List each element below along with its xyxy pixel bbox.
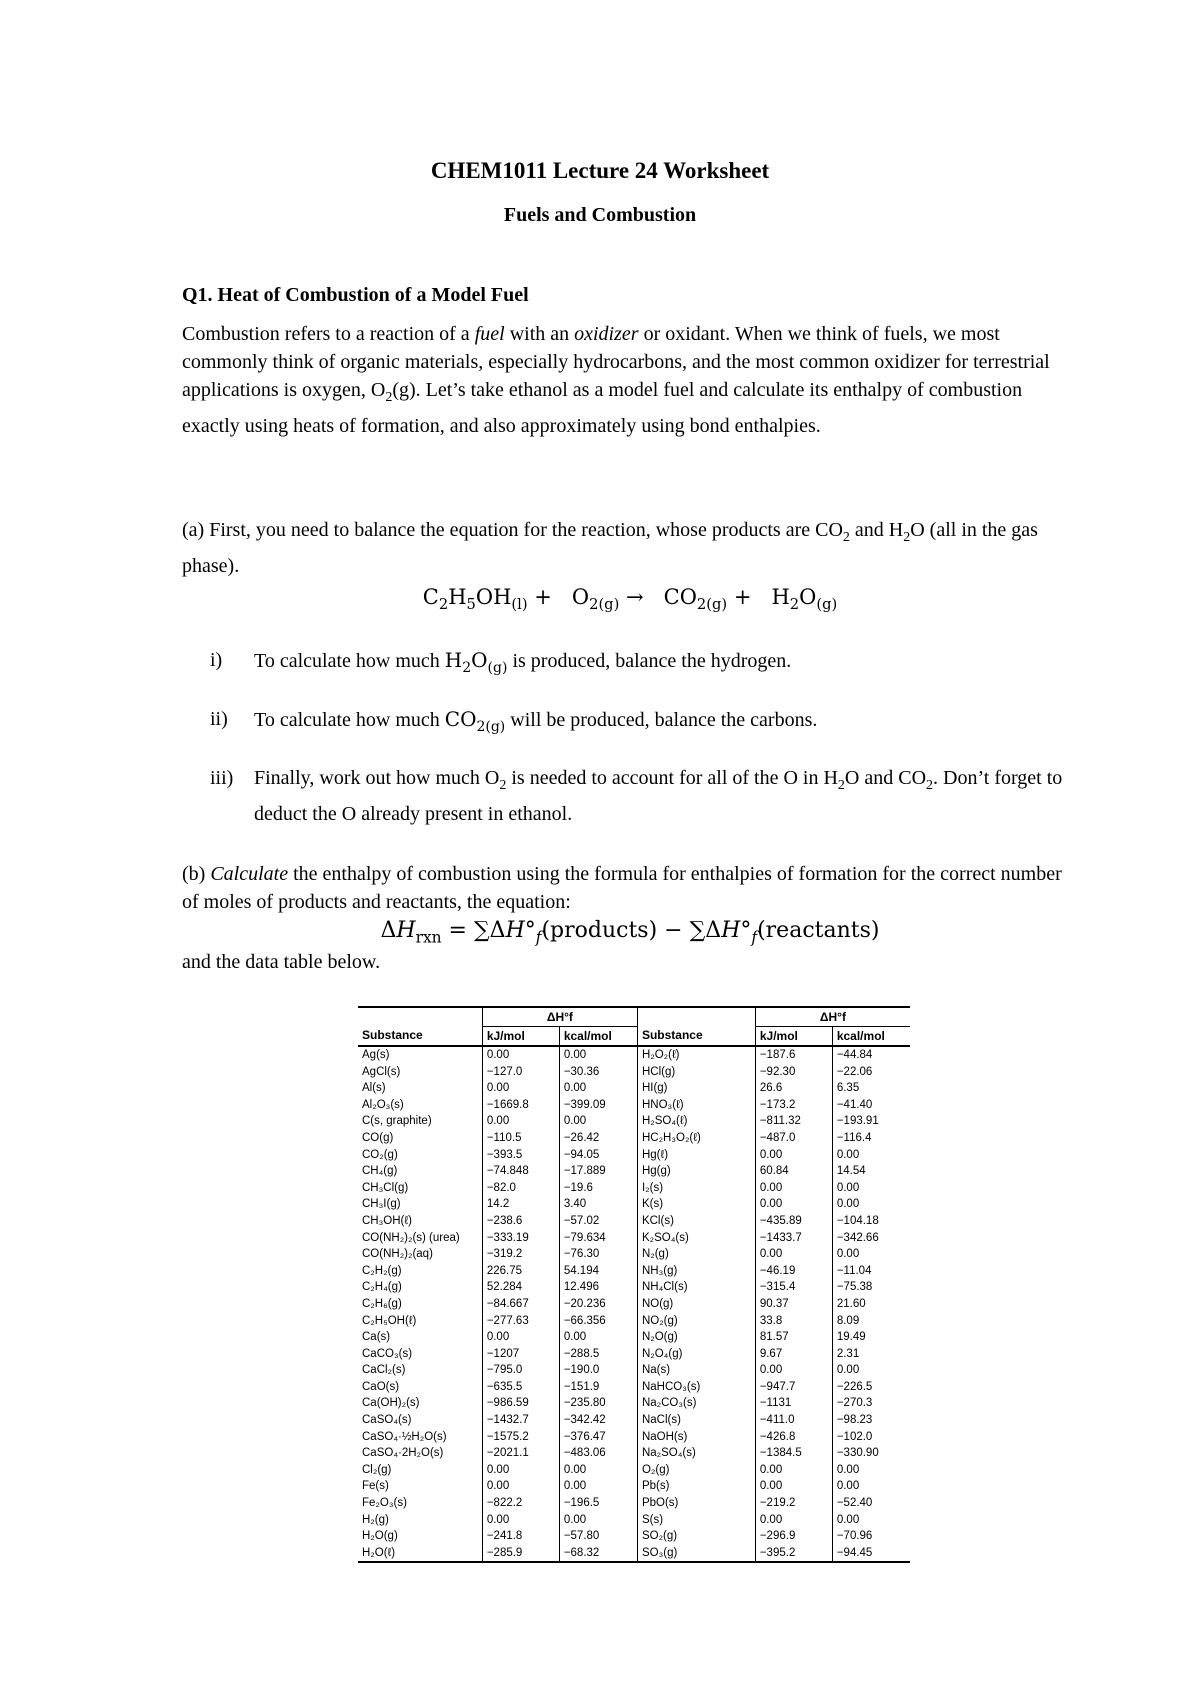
- table-cell: −285.9: [482, 1545, 559, 1563]
- table-cell: Pb(s): [637, 1478, 755, 1495]
- table-row: [358, 1113, 910, 1130]
- table-cell: O₂(g): [637, 1462, 755, 1479]
- table-cell: −1384.5: [755, 1445, 832, 1462]
- table-cell: SO₂(g): [637, 1528, 755, 1545]
- table-cell: −66.356: [559, 1313, 637, 1330]
- table-cell: C(s, graphite): [362, 1115, 432, 1128]
- table-cell: −1131: [755, 1395, 832, 1412]
- table-cell: −226.5: [832, 1379, 910, 1396]
- table-cell: Ca(OH)₂(s): [362, 1397, 420, 1410]
- table-cell: NaOH(s): [637, 1429, 755, 1446]
- part-b-paragraph: (b) Calculate the enthalpy of combustion using the formula for enthalpies of formation for the correct number of moles of products and reactants, the equation:: [182, 863, 1062, 913]
- table-cell: NaCl(s): [637, 1412, 755, 1429]
- table-cell: HI(g): [637, 1080, 755, 1097]
- table-cell: −235.80: [559, 1395, 637, 1412]
- table-cell: −393.5: [482, 1147, 559, 1164]
- table-cell: 0.00: [559, 1329, 637, 1346]
- intro-paragraph: Combustion refers to a reaction of a fuel with an oxidizer or oxidant. When we think of fuels, we most commonly think of organic materials, especially hydrocarbons, and the most common oxidizer for terrestrial applications is oxygen, $O_2(g)$. Let’s take ethanol as a model fuel and calculate its enthalpy of combustion exactly using heats of formation, and also approximately using bond enthalpies.: [182, 323, 1050, 437]
- table-cell: −19.6: [559, 1180, 637, 1197]
- table-cell: K(s): [637, 1196, 755, 1213]
- table-cell: −70.96: [832, 1528, 910, 1545]
- table-cell: −30.36: [559, 1064, 637, 1081]
- table-cell: 8.09: [832, 1313, 910, 1330]
- table-cell: −399.09: [559, 1097, 637, 1114]
- table-row: [358, 1545, 910, 1563]
- table-cell: S(s): [637, 1512, 755, 1529]
- table-cell: CH₃OH(ℓ): [362, 1214, 412, 1227]
- table-cell: −196.5: [559, 1495, 637, 1512]
- table-cell: −68.32: [559, 1545, 637, 1563]
- table-row: [358, 1046, 910, 1064]
- table-row: [358, 1329, 910, 1346]
- table-cell: −116.4: [832, 1130, 910, 1147]
- table-cell: −288.5: [559, 1346, 637, 1363]
- table-cell: −2021.1: [482, 1445, 559, 1462]
- table-row: [358, 1263, 910, 1280]
- column-header: Substance: [637, 1027, 755, 1047]
- table-row: [358, 1279, 910, 1296]
- table-cell: −811.32: [755, 1113, 832, 1130]
- table-row: [358, 1362, 910, 1379]
- table-cell: 0.00: [755, 1180, 832, 1197]
- table-cell: −84.667: [482, 1296, 559, 1313]
- table-row: [358, 1163, 910, 1180]
- column-header: Substance: [358, 1027, 482, 1047]
- table-cell: 54.194: [559, 1263, 637, 1280]
- table-row: [358, 1064, 910, 1081]
- table-cell: 0.00: [559, 1080, 637, 1097]
- part-a-paragraph: (a) First, you need to balance the equation for the reaction, whose products are $CO_2$ and $H_2O$ (all in the gas phase).: [182, 519, 1038, 577]
- table-cell: N₂O₄(g): [637, 1346, 755, 1363]
- table-cell: 0.00: [832, 1196, 910, 1213]
- table-cell: Fe₂O₃(s): [362, 1497, 407, 1510]
- table-cell: −1432.7: [482, 1412, 559, 1429]
- table-cell: −190.0: [559, 1362, 637, 1379]
- table-cell: PbO(s): [637, 1495, 755, 1512]
- table-cell: Fe(s): [362, 1480, 389, 1493]
- table-cell: NaHCO₃(s): [637, 1379, 755, 1396]
- table-cell: 12.496: [559, 1279, 637, 1296]
- table-cell: 0.00: [482, 1329, 559, 1346]
- table-row: [358, 1313, 910, 1330]
- table-cell: 0.00: [832, 1147, 910, 1164]
- table-cell: CaSO₄·2H₂O(s): [362, 1447, 444, 1460]
- table-cell: −102.0: [832, 1429, 910, 1446]
- table-cell: −11.04: [832, 1263, 910, 1280]
- table-cell: −296.9: [755, 1528, 832, 1545]
- table-cell: −44.84: [832, 1046, 910, 1064]
- table-cell: Al₂O₃(s): [362, 1098, 404, 1111]
- table-cell: 0.00: [832, 1462, 910, 1479]
- table-cell: −104.18: [832, 1213, 910, 1230]
- table-cell: 0.00: [482, 1462, 559, 1479]
- table-cell: N₂(g): [637, 1246, 755, 1263]
- delta-h-header: ΔH°f: [755, 1007, 910, 1027]
- table-cell: 0.00: [755, 1147, 832, 1164]
- table-cell: Na₂SO₄(s): [637, 1445, 755, 1462]
- worksheet-page: CHEM1011 Lecture 24 Worksheet Fuels and Combustion Q1. Heat of Combustion of a Model Fuel Combustion refers to a reaction of a fuel with an oxidizer or oxidant. When we think of fuels, we most commonly think of organic materials, especially hydrocarbons, and the most common oxidizer for terrestrial applications is oxygen, $O_2(g)$. Let’s take ethanol as a model fuel and calculate its enthalpy of combustion exactly using heats of formation, and also approximately using bond enthalpies. (a) First, you need to balance the equation for the reaction, whose products are $CO_2$ and $H_2O$ (all in the gas phase). $C_2H_5OH_{(l)} + O_{2(g)} \to CO_{2(g)} + H_2O_{(g)}$ i) To calculate how much $H_2O_{(g)}$ is produced, balance the hydrogen. ii) To calculate how much $CO_{2(g)}$ will be produced, balance the carbons. iii) Finally, work out how much $O_2$ is needed to account for all of the O in $H_2O$ and $CO_2$. Don’t forget to deduct the O already present in ethanol. (b) Calculate the enthalpy of combustion using the formula for enthalpies of formation for the correct number of moles of products and reactants, the equation: $\Delta H_{rxn}$ = $\sum\Delta H^\circ_f(products)$ − $\sum\Delta H^\circ_f(reactants)$ and the data table below. ΔH°f ΔH°f Substance kJ/mol kcal/mol Substance kJ/mol kcal/mol Ag(s) 0.00 0.00 H₂O₂(ℓ) −187.6 −44.84 AgCl(s) −127.0 −30.36 HCl(g) −92.30 −22.06 Al(s) 0.00 0.00 HI(g) 26.6 6.35 Al₂O₃(s) −1669.8 −399.09 HNO₃(ℓ) −173.2 −41.40 C(s, graphite) 0.00 0.00 H₂SO₄(ℓ) −811.32 −193.91 CO(g) −110.5 −26.42 HC₂H₃O₂(ℓ) −487.0 −116.4 CO₂(g) −393.5 −94.05 Hg(ℓ) 0.00 0.00 CH₄(g) −74.848 −17.889 Hg(g) 60.84 14.54 CH₃Cl(g) −82.0 −19.6 I₂(s) 0.00 0.00 CH₃I(g) 14.2 3.40 K(s) 0.00 0.00 CH₃OH(ℓ) −238.6 −57.02 KCl(s) −435.89 −104.18 CO(NH₂)₂(s) (urea) −333.19 −79.634 K₂SO₄(s) −1433.7 −342.66 CO(NH₂)₂(aq) −319.2 −76.30 N₂(g) 0.00 0.00 C₂H₂(g) 226.75 54.194 NH₃(g) −46.19 −11.04 C₂H₄(g) 52.284 12.496 NH₄Cl(s) −315.4 −75.38 C₂H₆(g) −84.667 −20.236 NO(g) 90.37 21.60 C₂H₅OH(ℓ) −277.63 −66.356 NO₂(g) 33.8 8.09 Ca(s) 0.00 0.00 N₂O(g) 81.57 19.49 CaCO₃(s) −1207 −288.5 N₂O₄(g) 9.67 2.31 CaCl₂(s) −795.0 −190.0 Na(s) 0.00 0.00 CaO(s) −635.5 −151.9 NaHCO₃(s) −947.7 −226.5 Ca(OH)₂(s) −986.59 −235.80 Na₂CO₃(s) −1131 −270.3 CaSO₄(s) −1432.7 −342.42 NaCl(s) −411.0 −98.23 CaSO₄·½H₂O(s) −1575.2 −376.47 NaOH(s) −426.8 −102.0 CaSO₄·2H₂O(s) −2021.1 −483.06 Na₂SO₄(s) −1384.5 −330.90 Cl₂(g) 0.00 0.00 O₂(g) 0.00 0.00 Fe(s) 0.00 0.00 Pb(s) 0.00 0.00 Fe₂O₃(s) −822.2 −196.5 PbO(s) −219.2 −52.40 H₂(g) 0.00 0.00 S(s) 0.00 0.00 H₂O(g) −241.8 −57.80 SO₂(g) −296.9 −70.96 H₂O(ℓ) −285.9 −68.32 SO₃(g) −395.2 −94.45: [0, 0, 1200, 1696]
- column-header: kcal/mol: [559, 1027, 637, 1047]
- table-cell: CH₃Cl(g): [362, 1181, 409, 1194]
- table-row: [358, 1512, 910, 1529]
- table-cell: −241.8: [482, 1528, 559, 1545]
- table-cell: 0.00: [832, 1180, 910, 1197]
- page-subtitle: Fuels and Combustion: [503, 204, 697, 226]
- table-cell: −330.90: [832, 1445, 910, 1462]
- table-row: [358, 1495, 910, 1512]
- table-cell: CO(NH₂)₂(aq): [362, 1248, 433, 1261]
- table-cell: −1433.7: [755, 1230, 832, 1247]
- table-cell: CO(g): [362, 1131, 394, 1144]
- table-cell: 9.67: [755, 1346, 832, 1363]
- table-cell: 0.00: [482, 1478, 559, 1495]
- table-cell: 14.2: [482, 1196, 559, 1213]
- table-cell: CaCO₃(s): [362, 1347, 413, 1360]
- table-cell: −57.02: [559, 1213, 637, 1230]
- table-cell: 0.00: [559, 1512, 637, 1529]
- table-cell: −426.8: [755, 1429, 832, 1446]
- table-cell: Na(s): [637, 1362, 755, 1379]
- table-cell: KCl(s): [637, 1213, 755, 1230]
- table-cell: H₂O(ℓ): [358, 1545, 482, 1563]
- table-cell: CO(NH₂)₂(s) (urea): [362, 1231, 460, 1244]
- table-cell: −1575.2: [482, 1429, 559, 1446]
- table-cell: 14.54: [832, 1163, 910, 1180]
- table-cell: 0.00: [755, 1512, 832, 1529]
- table-cell: −270.3: [832, 1395, 910, 1412]
- table-cell: −98.23: [832, 1412, 910, 1429]
- table-cell: −277.63: [482, 1313, 559, 1330]
- table-cell: NH₄Cl(s): [637, 1279, 755, 1296]
- table-cell: −57.80: [559, 1528, 637, 1545]
- table-cell: −94.05: [559, 1147, 637, 1164]
- table-cell: C₂H₂(g): [362, 1264, 402, 1277]
- combustion-equation: $C_2H_5OH_{(l)} + O_{2(g)} \to CO_{2(g)} + H_2O_{(g)}$: [422, 585, 838, 614]
- table-row: [358, 1412, 910, 1429]
- table-cell: 26.6: [755, 1080, 832, 1097]
- table-cell: 0.00: [482, 1512, 559, 1529]
- table-cell: −342.66: [832, 1230, 910, 1247]
- table-cell: 0.00: [559, 1478, 637, 1495]
- column-header: kJ/mol: [482, 1027, 559, 1047]
- table-cell: −947.7: [755, 1379, 832, 1396]
- table-cell: 90.37: [755, 1296, 832, 1313]
- table-cell: −333.19: [482, 1230, 559, 1247]
- table-cell: −151.9: [559, 1379, 637, 1396]
- table-cell: HCl(g): [637, 1064, 755, 1081]
- table-cell: 0.00: [482, 1046, 559, 1064]
- table-cell: Al(s): [362, 1082, 386, 1095]
- table-cell: −1207: [482, 1346, 559, 1363]
- table-cell: Hg(g): [637, 1163, 755, 1180]
- table-cell: 81.57: [755, 1329, 832, 1346]
- table-cell: CaSO₄(s): [362, 1414, 412, 1427]
- enthalpy-data-table: [358, 1006, 910, 1563]
- table-cell: CH₄(g): [362, 1165, 398, 1178]
- table-cell: 6.35: [832, 1080, 910, 1097]
- table-row: [358, 1462, 910, 1479]
- table-cell: −315.4: [755, 1279, 832, 1296]
- column-header: kcal/mol: [832, 1027, 910, 1047]
- table-cell: Ag(s): [362, 1049, 390, 1061]
- table-cell: −487.0: [755, 1130, 832, 1147]
- table-cell: −82.0: [482, 1180, 559, 1197]
- table-cell: −376.47: [559, 1429, 637, 1446]
- table-cell: CH₃I(g): [362, 1198, 401, 1211]
- table-cell: 0.00: [755, 1478, 832, 1495]
- table-cell: −92.30: [755, 1064, 832, 1081]
- table-cell: 33.8: [755, 1313, 832, 1330]
- table-cell: NO(g): [637, 1296, 755, 1313]
- table-cell: −46.19: [755, 1263, 832, 1280]
- table-cell: H₂(g): [362, 1513, 389, 1526]
- table-cell: 0.00: [755, 1196, 832, 1213]
- table-cell: −52.40: [832, 1495, 910, 1512]
- table-cell: CaSO₄·½H₂O(s): [362, 1430, 447, 1443]
- table-cell: −22.06: [832, 1064, 910, 1081]
- table-cell: NO₂(g): [637, 1313, 755, 1330]
- table-row: [358, 1180, 910, 1197]
- table-cell: Hg(ℓ): [637, 1147, 755, 1164]
- table-cell: 0.00: [482, 1113, 559, 1130]
- table-cell: 0.00: [755, 1362, 832, 1379]
- table-cell: C₂H₄(g): [362, 1281, 402, 1294]
- table-cell: −822.2: [482, 1495, 559, 1512]
- table-cell: Ca(s): [362, 1331, 391, 1344]
- table-cell: −110.5: [482, 1130, 559, 1147]
- table-cell: H₂O₂(ℓ): [637, 1046, 755, 1064]
- table-row: [358, 1230, 910, 1247]
- table-cell: −411.0: [755, 1412, 832, 1429]
- table-cell: CaO(s): [362, 1380, 400, 1393]
- question-heading: Q1. Heat of Combustion of a Model Fuel: [182, 284, 529, 306]
- table-cell: HNO₃(ℓ): [637, 1097, 755, 1114]
- table-cell: −219.2: [755, 1495, 832, 1512]
- table-cell: 0.00: [832, 1478, 910, 1495]
- table-cell: −342.42: [559, 1412, 637, 1429]
- table-cell: −635.5: [482, 1379, 559, 1396]
- table-cell: −75.38: [832, 1279, 910, 1296]
- table-cell: K₂SO₄(s): [637, 1230, 755, 1247]
- table-cell: −26.42: [559, 1130, 637, 1147]
- table-cell: 52.284: [482, 1279, 559, 1296]
- table-cell: −94.45: [832, 1545, 910, 1563]
- table-row: [358, 1080, 910, 1097]
- table-cell: AgCl(s): [362, 1065, 401, 1078]
- table-cell: 2.31: [832, 1346, 910, 1363]
- table-cell: 0.00: [482, 1080, 559, 1097]
- table-cell: −483.06: [559, 1445, 637, 1462]
- table-cell: −795.0: [482, 1362, 559, 1379]
- table-row: [358, 1196, 910, 1213]
- table-cell: −1669.8: [482, 1097, 559, 1114]
- table-cell: 21.60: [832, 1296, 910, 1313]
- table-cell: −173.2: [755, 1097, 832, 1114]
- table-row: [358, 1130, 910, 1147]
- table-cell: −127.0: [482, 1064, 559, 1081]
- table-cell: 0.00: [559, 1113, 637, 1130]
- table-body: [358, 1046, 910, 1562]
- table-cell: −76.30: [559, 1246, 637, 1263]
- table-cell: 0.00: [559, 1046, 637, 1064]
- table-cell: NH₃(g): [637, 1263, 755, 1280]
- table-cell: 0.00: [559, 1462, 637, 1479]
- table-cell: Cl₂(g): [362, 1463, 392, 1476]
- table-cell: −41.40: [832, 1097, 910, 1114]
- table-row: [358, 1296, 910, 1313]
- table-cell: −986.59: [482, 1395, 559, 1412]
- column-header: kJ/mol: [755, 1027, 832, 1047]
- table-cell: H₂SO₄(ℓ): [637, 1113, 755, 1130]
- table-cell: 60.84: [755, 1163, 832, 1180]
- table-cell: −20.236: [559, 1296, 637, 1313]
- table-cell: 3.40: [559, 1196, 637, 1213]
- table-cell: −187.6: [755, 1046, 832, 1064]
- table-cell: −435.89: [755, 1213, 832, 1230]
- page-title: CHEM1011 Lecture 24 Worksheet: [430, 158, 770, 183]
- table-row: [358, 1346, 910, 1363]
- table-cell: SO₃(g): [637, 1545, 755, 1563]
- table-cell: −395.2: [755, 1545, 832, 1563]
- table-row: [358, 1445, 910, 1462]
- table-cell: −17.889: [559, 1163, 637, 1180]
- delta-h-header: ΔH°f: [482, 1007, 637, 1027]
- table-cell: Na₂CO₃(s): [637, 1395, 755, 1412]
- enthalpy-formula: $\Delta H_{rxn}$ = $\sum\Delta H^\circ_f(products)$ − $\sum\Delta H^\circ_f(reactants)$: [380, 918, 880, 947]
- table-cell: CaCl₂(s): [362, 1364, 406, 1377]
- table-row: [358, 1213, 910, 1230]
- table-cell: 226.75: [482, 1263, 559, 1280]
- table-row: [358, 1528, 910, 1545]
- table-cell: C₂H₅OH(ℓ): [362, 1314, 417, 1327]
- table-cell: 0.00: [755, 1246, 832, 1263]
- table-cell: −74.848: [482, 1163, 559, 1180]
- table-cell: C₂H₆(g): [362, 1297, 402, 1310]
- table-cell: H₂O(g): [362, 1530, 398, 1543]
- table-cell: HC₂H₃O₂(ℓ): [637, 1130, 755, 1147]
- table-row: [358, 1478, 910, 1495]
- table-cell: 0.00: [832, 1512, 910, 1529]
- table-cell: I₂(s): [637, 1180, 755, 1197]
- table-row: [358, 1246, 910, 1263]
- table-row: [358, 1379, 910, 1396]
- table-cell: −238.6: [482, 1213, 559, 1230]
- table-cell: 0.00: [832, 1246, 910, 1263]
- table-cell: −319.2: [482, 1246, 559, 1263]
- table-cell: CO₂(g): [362, 1148, 398, 1161]
- table-row: [358, 1147, 910, 1164]
- table-cell: −193.91: [832, 1113, 910, 1130]
- table-cell: 19.49: [832, 1329, 910, 1346]
- table-row: [358, 1097, 910, 1114]
- table-row: [358, 1395, 910, 1412]
- table-cell: N₂O(g): [637, 1329, 755, 1346]
- table-cell: 0.00: [832, 1362, 910, 1379]
- table-intro-text: and the data table below.: [182, 951, 381, 973]
- table-cell: 0.00: [755, 1462, 832, 1479]
- table-row: [358, 1429, 910, 1446]
- table-cell: −79.634: [559, 1230, 637, 1247]
